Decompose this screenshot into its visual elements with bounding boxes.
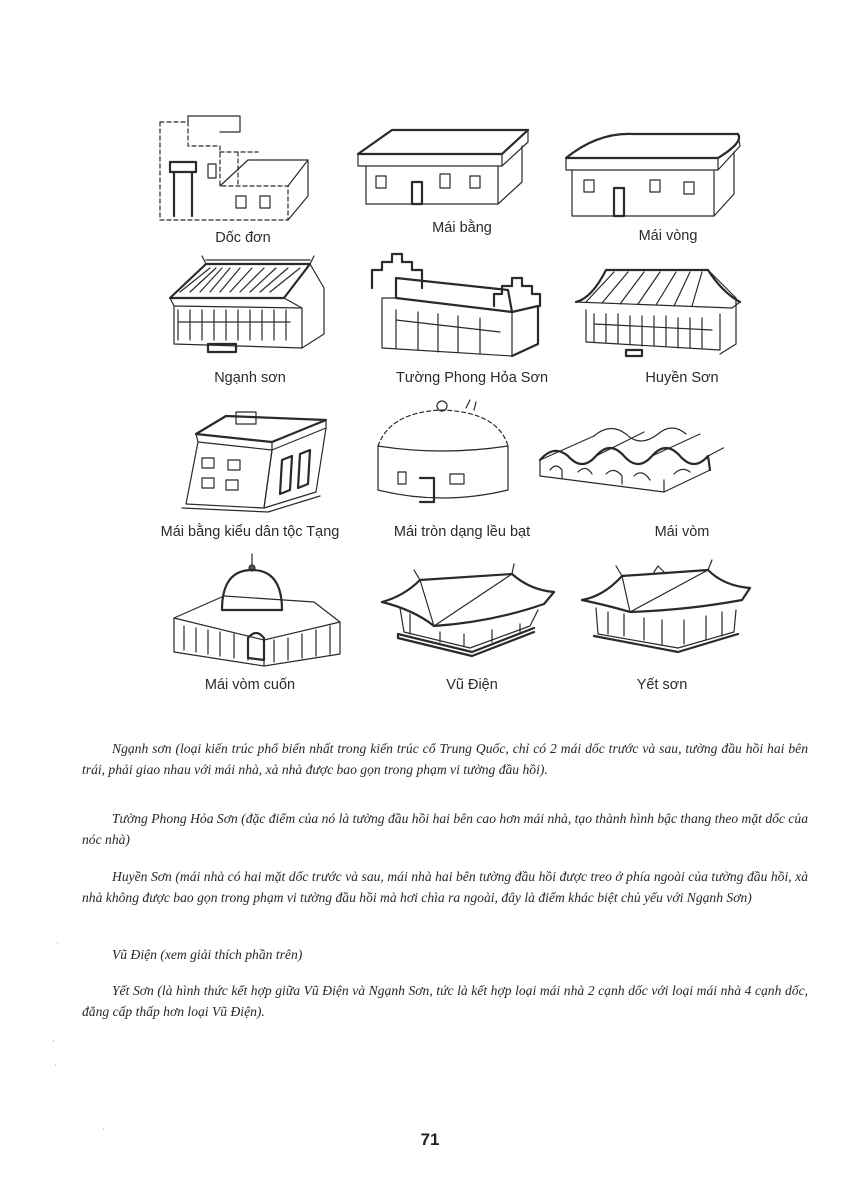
dome-roof-icon: [164, 548, 354, 678]
paragraph-hip-gable-roof: Yết Sơn (là hình thức kết hợp giữa Vũ Điện và Ngạnh Sơn, tức là kết hợp loại mái nhà 2 cạnh dốc với loại mái nhà 4 cạnh dốc, đẳng cấp thấp hơn loại Vũ Điện).: [82, 983, 808, 1019]
tibetan-flat-roof-illustration: [176, 408, 366, 538]
gable-roof-icon: [160, 248, 350, 378]
scan-speck: ·: [54, 1060, 57, 1070]
single-slope-roof-icon: [148, 112, 338, 242]
hip-gable-roof-icon: [574, 552, 764, 682]
figure-caption-dome-roof: Mái vòm cuốn: [204, 677, 296, 693]
figure-caption-yurt-roof: Mái tròn dạng lều bạt: [393, 524, 531, 540]
dome-roof-illustration: [164, 548, 354, 678]
figure-caption-curved-roof: Mái vòng: [638, 228, 698, 244]
page-number: 71: [420, 1130, 440, 1149]
scan-speck: ·: [56, 938, 59, 948]
hip-roof-palace-icon: [374, 552, 564, 682]
figure-caption-firewall-gable: Tường Phong Hỏa Sơn: [395, 370, 549, 386]
figure-caption-overhang-gable: Huyền Sơn: [645, 370, 719, 386]
scan-speck: ·: [102, 1124, 105, 1134]
firewall-gable-roof-icon: [362, 248, 552, 378]
overhang-gable-roof-illustration: [572, 258, 762, 388]
yurt-roof-illustration: [360, 394, 550, 524]
figure-caption-gable-roof: Ngạnh sơn: [214, 370, 286, 386]
figure-caption-hip-gable-roof: Yết sơn: [636, 677, 688, 693]
figure-caption-flat-roof: Mái bằng: [432, 220, 492, 236]
firewall-gable-roof-illustration: [362, 248, 552, 378]
paragraph-gable-roof: Ngạnh sơn (loại kiến trúc phổ biến nhất trong kiến trúc cổ Trung Quốc, chỉ có 2 mái dốc trước và sau, tường đầu hồi hai bên trái, phải giao nhau với mái nhà, xà nhà được bao gọn trong phạm vi tường đầu hồi).: [82, 741, 808, 777]
yurt-roof-icon: [360, 394, 550, 524]
paragraph-hip-roof-palace: Vũ Điện (xem giải thích phần trên): [112, 947, 303, 962]
figure-caption-single-slope: Dốc đơn: [215, 230, 271, 246]
paragraph-overhang-gable: Huyền Sơn (mái nhà có hai mặt dốc trước và sau, mái nhà hai bên tường đầu hồi được treo ở phía ngoài của tường đầu hồi, xà nhà không được bao gọn trong phạm vi tường đầu hồi mà hơi chìa ra ngoài, đây là điểm khác biệt chủ yếu với Ngạnh Sơn): [82, 869, 808, 905]
tibetan-flat-roof-icon: [176, 408, 366, 538]
figure-caption-vaulted-roof: Mái vòm: [654, 524, 710, 540]
scan-speck: ·: [52, 1036, 55, 1046]
overhang-gable-roof-icon: [572, 258, 762, 388]
figure-caption-hip-roof-palace: Vũ Điện: [446, 677, 498, 693]
gable-roof-illustration: [160, 248, 350, 378]
hip-roof-palace-illustration: [374, 552, 564, 682]
single-slope-roof-illustration: [148, 112, 338, 242]
paragraph-firewall-gable: Tường Phong Hỏa Sơn (đặc điểm của nó là tường đầu hồi hai bên cao hơn mái nhà, tạo thành hình bậc thang theo mặt dốc của nóc nhà): [82, 811, 808, 847]
hip-gable-roof-illustration: [574, 552, 764, 682]
figure-caption-tibetan-flat-roof: Mái bằng kiểu dân tộc Tạng: [160, 524, 340, 540]
